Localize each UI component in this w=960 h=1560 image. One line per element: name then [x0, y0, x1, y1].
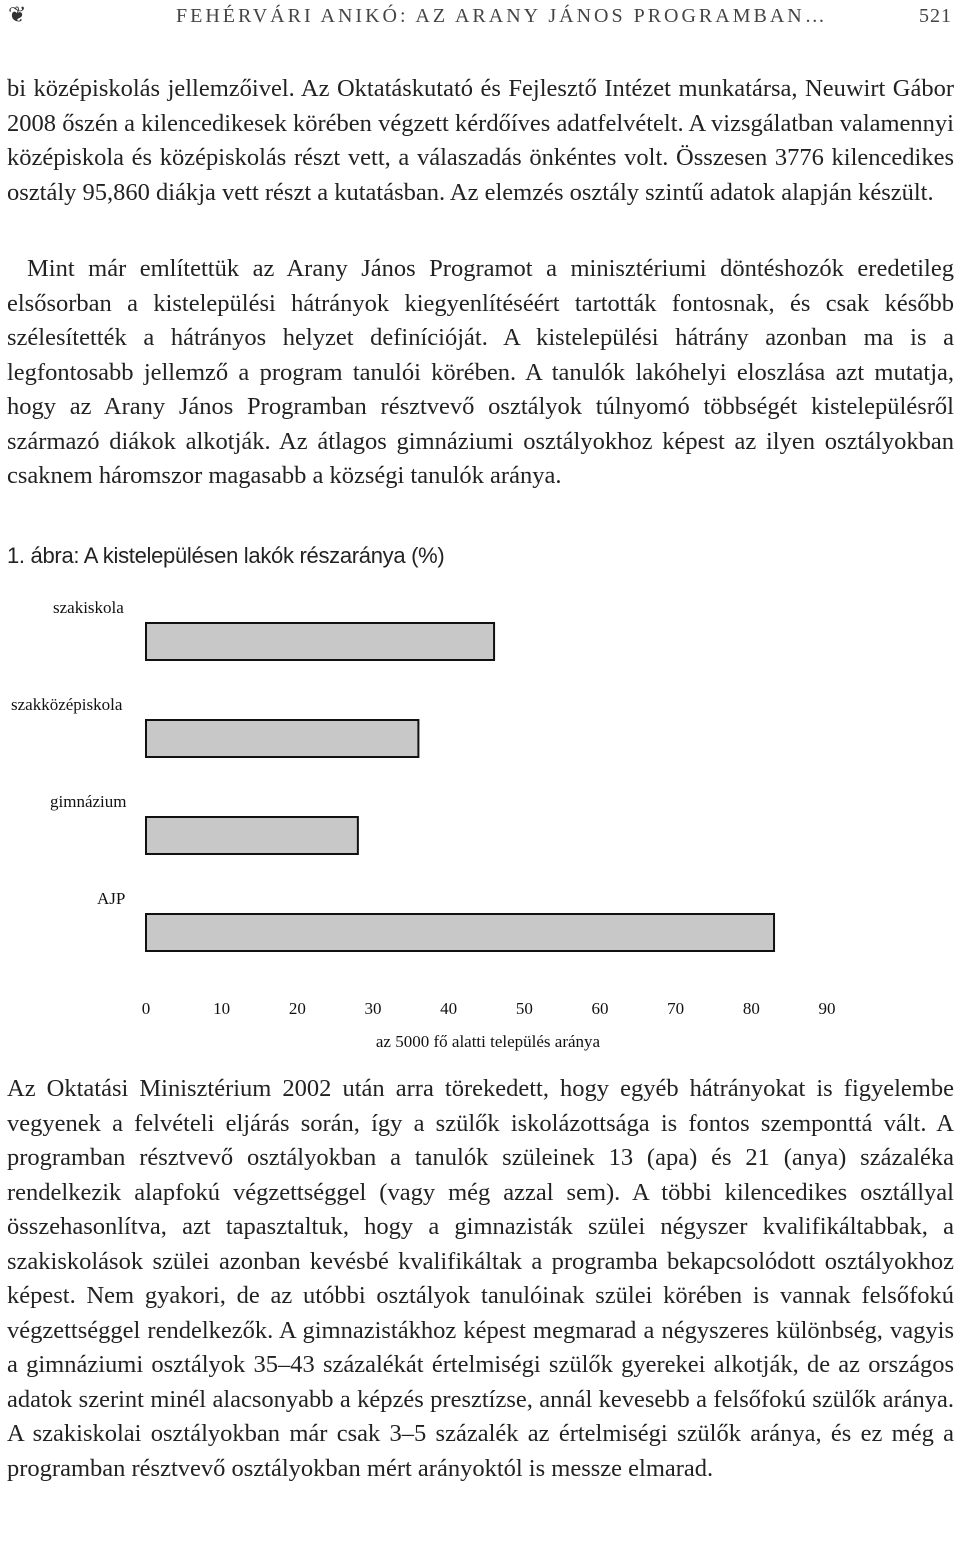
bar-2	[146, 817, 358, 854]
running-header	[0, 0, 960, 36]
bar-chart	[0, 588, 960, 1058]
category-label-1: szakközépiskola	[11, 695, 123, 714]
x-tick-label-4: 40	[440, 999, 458, 1018]
x-tick-label-7: 70	[667, 999, 685, 1018]
running-title: FEHÉRVÁRI ANIKÓ: AZ ARANY JÁNOS PROGRAMBAN…	[176, 5, 828, 27]
bar-3	[146, 914, 774, 951]
figure-caption: 1. ábra: A kistelepülésen lakók részaránya (%)	[7, 543, 445, 568]
category-label-3: AJP	[97, 889, 126, 908]
x-tick-label-3: 30	[364, 999, 382, 1018]
bar-1	[146, 720, 418, 757]
x-tick-label-9: 90	[818, 999, 836, 1018]
x-tick-labels	[142, 999, 836, 1018]
x-tick-label-0: 0	[141, 999, 151, 1018]
category-label-0: szakiskola	[53, 598, 124, 617]
bar-0	[146, 623, 494, 660]
x-tick-label-1: 10	[213, 999, 231, 1018]
bars	[146, 623, 774, 951]
x-axis-label: az 5000 fő alatti település aránya	[375, 1032, 601, 1051]
category-label-2: gimnázium	[50, 792, 127, 811]
category-labels	[11, 598, 126, 908]
x-tick-label-8: 80	[742, 999, 760, 1018]
fleuron-icon: ❦	[8, 3, 27, 28]
body-paragraph-1: bi középiskolás jellemzőivel. Az Oktatáskutató és Fejlesztő Intézet munkatársa, Neuwirt Gábor 2008 őszén a kilencedikesek körében végzett kérdőíves adatfelvételt. A vizsgálatban valamennyi középiskola és középiskolás részt vett, a válaszadás önkéntes volt. Összesen 3776 kilencedikes osztály 95,860 diákja vett részt a kutatásban. Az elemzés osztály szintű adatok alapján készült.	[7, 75, 954, 206]
page-number: 521	[919, 5, 952, 27]
body-paragraph-3: Az Oktatási Minisztérium 2002 után arra törekedett, hogy egyéb hátrányokat is figyelembe vegyenek a felvételi eljárás során, így a szülők iskolázottsága is fontos szemponttá vált. A programban résztvevő osztályokban a tanulók szüleinek 13 (apa) és 21 (anya) százaléka rendelkezik alapfokú végzettséggel (vagy még azzal sem). A többi kilencedikes osztállyal összehasonlítva, azt tapasztaltuk, hogy a gimnazisták szülei négyszer kvalifikáltabbak, a szakiskolások szülei azonban kevésbé kvalifikáltak a programba bekapcsolódott osztályokhoz képest. Nem gyakori, de az utóbbi osztályok tanulóinak szülei körében is vannak felsőfokú végzettséggel rendelkezők. A gimnazistákhoz képest megmarad a négyszeres különbség, vagyis a gimnáziumi osztályok 35–43 százalékát értelmiségi szülők gyerekei alkotják, de az országos adatok szerint minél alacsonyabb a képzés presztízse, annál kevesebb a felsőfokú szülők aránya. A szakiskolai osztályokban már csak 3–5 százalék az értelmiségi szülők aránya, és ez még a programban résztvevő osztályokban mért arányoktól is messze elmarad.	[7, 1075, 954, 1482]
x-tick-label-6: 60	[591, 999, 609, 1018]
x-tick-label-5: 50	[515, 999, 533, 1018]
x-tick-label-2: 20	[288, 999, 306, 1018]
body-paragraph-2: Mint már említettük az Arany János Programot a minisztériumi döntéshozók eredetileg elsősorban a kistelepülési hátrányok kiegyenlítéséért tartották fontosnak, és csak később szélesítették a hátrányos helyzet definícióját. A kistelepülési hátrány azonban ma is a legfontosabb jellemző a program tanulói körében. A tanulók lakóhelyi eloszlása azt mutatja, hogy az Arany János Programban résztvevő osztályok túlnyomó többségét kistelepülésről származó diákok alkotják. Az átlagos gimnáziumi osztályokhoz képest az ilyen osztályokban csaknem háromszor magasabb a községi tanulók aránya.	[7, 255, 954, 489]
